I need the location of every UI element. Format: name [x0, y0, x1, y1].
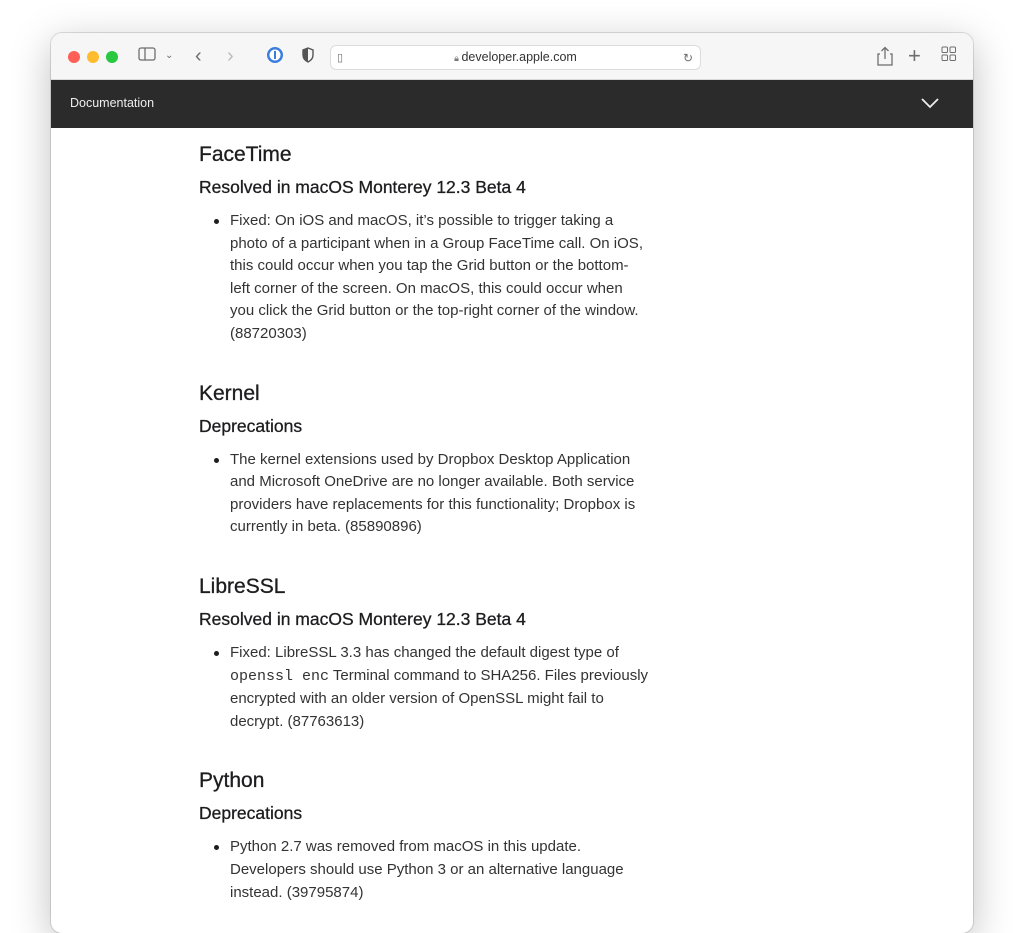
- close-button[interactable]: [68, 51, 80, 63]
- text-line: currently in beta. (85890896): [230, 518, 422, 536]
- text-line: this could occur when you tap the Grid button or the bottom-: [230, 257, 629, 275]
- minimize-button[interactable]: [87, 51, 99, 63]
- section-title: FaceTime: [199, 143, 292, 166]
- text-line: and Microsoft OneDrive are no longer available. Both service: [230, 473, 635, 491]
- section-subtitle: Deprecations: [199, 803, 303, 824]
- documentation-link[interactable]: Documentation: [70, 96, 155, 110]
- text-line: instead. (39795874): [230, 883, 364, 901]
- share-icon[interactable]: [877, 46, 893, 72]
- text-line: encrypted with an older version of OpenSSL might fail to: [230, 690, 604, 708]
- text-line: [230, 665, 973, 689]
- text-line: decrypt. (87763613): [230, 712, 365, 730]
- text-line: Developers should use Python 3 or an alternative language: [230, 860, 624, 878]
- text-line: Fixed: LibreSSL 3.3 has changed the default digest type of: [230, 643, 619, 661]
- list-item: [230, 836, 973, 904]
- text-line: providers have replacements for this functionality; Dropbox is: [230, 495, 636, 513]
- section-python: [199, 766, 973, 904]
- section-subtitle: Deprecations: [199, 415, 303, 436]
- reload-icon[interactable]: ↻: [683, 51, 694, 65]
- text-line: The kernel extensions used by Dropbox Desktop Application: [230, 450, 631, 468]
- text-line: Python 2.7 was removed from macOS in this update.: [230, 838, 581, 856]
- list-item: [230, 642, 973, 733]
- chevron-down-icon[interactable]: ⌄: [165, 50, 174, 61]
- section-libressl: [199, 572, 973, 733]
- list-item: [230, 449, 973, 539]
- tab-overview-icon[interactable]: [941, 46, 957, 68]
- section-facetime: [199, 140, 973, 346]
- text-line: photo of a participant when in a Group FaceTime call. On iOS,: [230, 234, 643, 252]
- text-line: (88720303): [230, 324, 307, 342]
- text-line: you click the Grid button or the top-right corner of the window.: [230, 302, 639, 320]
- new-tab-icon[interactable]: +: [908, 43, 921, 68]
- address-bar[interactable]: [330, 45, 701, 70]
- browser-toolbar: [51, 33, 973, 80]
- documentation-nav-bar: [51, 80, 973, 128]
- text-line: left corner of the screen. On macOS, this could occur when: [230, 279, 623, 297]
- section-title: Kernel: [199, 381, 260, 405]
- browser-window: [51, 33, 973, 933]
- section-title: LibreSSL: [199, 574, 286, 598]
- privacy-shield-icon[interactable]: [301, 46, 315, 70]
- password-manager-icon[interactable]: [266, 46, 284, 70]
- section-kernel: [199, 379, 973, 539]
- inline-code: openssl enc: [230, 667, 330, 685]
- section-title: Python: [199, 769, 265, 793]
- forward-icon[interactable]: ›: [227, 45, 234, 67]
- reader-icon[interactable]: ▯: [337, 52, 344, 64]
- text-fragment: Terminal command to SHA256. Files previously: [329, 666, 649, 684]
- section-subtitle: Resolved in macOS Monterey 12.3 Beta 4: [199, 608, 526, 629]
- chevron-down-icon[interactable]: [921, 96, 939, 114]
- back-icon[interactable]: ‹: [195, 45, 202, 67]
- release-notes-content: [51, 128, 973, 904]
- lock-icon: 🔒︎: [454, 53, 462, 63]
- list-item: [230, 210, 973, 346]
- sidebar-icon[interactable]: [138, 46, 156, 68]
- url-text: developer.apple.com: [461, 50, 577, 64]
- section-subtitle: Resolved in macOS Monterey 12.3 Beta 4: [199, 177, 526, 197]
- zoom-button[interactable]: [106, 51, 118, 63]
- text-line: Fixed: On iOS and macOS, it’s possible to trigger taking a: [230, 212, 614, 229]
